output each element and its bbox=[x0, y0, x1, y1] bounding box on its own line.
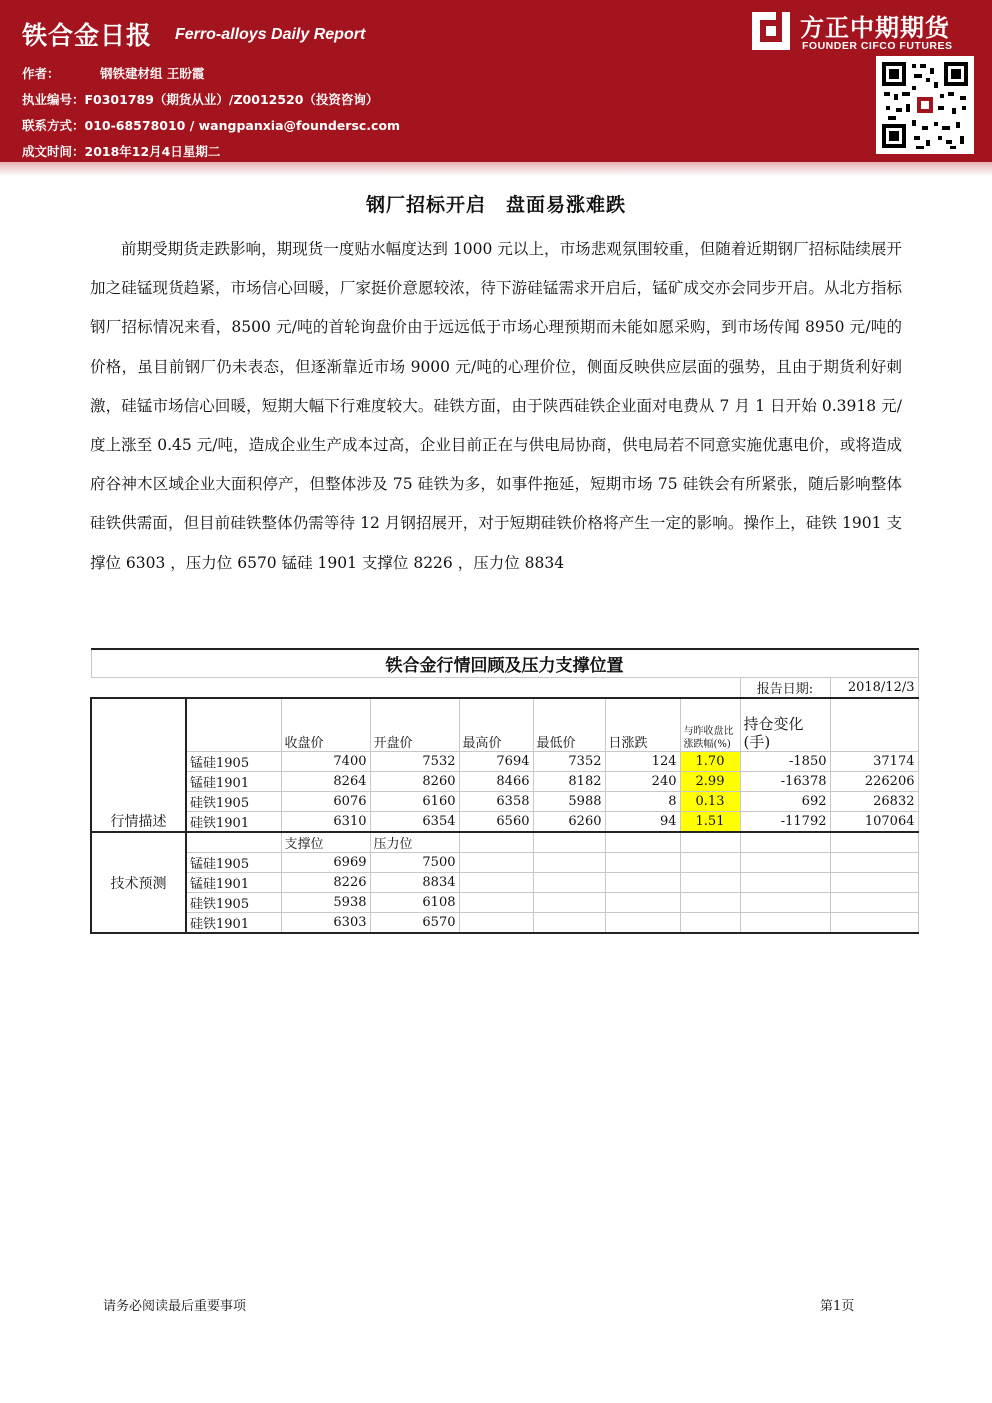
report-header bbox=[0, 0, 992, 162]
table-row: 锰硅1905 6969 7500 bbox=[91, 853, 918, 873]
table-caption: 铁合金行情回顾及压力支撑位置 bbox=[91, 649, 918, 678]
table-row: 锰硅1901 8264 8260 8466 8182 240 2.99 -16378 226206 bbox=[91, 772, 918, 792]
pct-highlight: 1.51 bbox=[680, 812, 740, 833]
document-title: 钢厂招标开启 盘面易涨难跌 bbox=[365, 194, 626, 216]
logo-text-cn: 方正中期期货 bbox=[800, 14, 950, 42]
analysis-paragraph: 前期受期货走跌影响，期现货一度贴水幅度达到 1000 元以上，市场悲观氛围较重，但随着近期钢厂招标陆续展开加之硅锰现货趋紧，市场信心回暖，厂家挺价意愿较浓，待下游硅锰需求开启后，锰矿成交亦会同步开启。从北方指标钢厂招标情况来看，8500 元/吨的首轮询盘价由于远远低于市场心理预期而未能如愿采购，到市场传闻 8950 元/吨的价格，虽目前钢厂仍未表态，但逐渐靠近市场 9000 元/吨的心理价位，侧面反映供应层面的强势，且由于期货利好刺激，硅锰市场信心回暖，短期大幅下行难度较大。硅铁方面，由于陕西硅铁企业面对电费从 7 月 1 日开始 0.3918 元/度上涨至 0.45 元/吨，造成企业生产成本过高，企业目前正在与供电局协商，供电局若不同意实施优惠电价，或将造成府谷神木区域企业大面积停产，但整体涉及 75 硅铁为多，如事件拖延，短期市场 75 硅铁会有所紧张，随后影响整体硅铁供需面，但目前硅铁整体仍需等待 12 月钢招展开，对于短期硅铁价格将产生一定的影响。操作上，硅铁 1901 支撑位 6303 ，压力位 6570 锰硅 1901 支撑位 8226 ，压力位 8834 bbox=[90, 240, 902, 572]
company-logo bbox=[752, 8, 982, 54]
date-line: 成文时间：2018年12月4日星期二 bbox=[22, 144, 221, 159]
pct-highlight: 0.13 bbox=[680, 792, 740, 812]
header-pct: 与昨收盘比涨跌幅(%) bbox=[680, 698, 740, 752]
table-row: 硅铁1905 5938 6108 bbox=[91, 893, 918, 913]
license-line: 执业编号：F0301789（期货从业）/Z0012520（投资咨询） bbox=[22, 92, 379, 107]
qr-code-icon bbox=[876, 56, 974, 154]
header-oi: 持仓变化(手) bbox=[740, 698, 830, 752]
header-open: 开盘价 bbox=[370, 698, 459, 752]
logo-mark-icon bbox=[752, 12, 790, 50]
author-line bbox=[22, 64, 204, 82]
market-group-label: 行情描述 bbox=[91, 698, 186, 832]
author-value: 钢铁建材组 王盼霞 bbox=[100, 66, 205, 81]
table-row: 硅铁1901 6310 6354 6560 6260 94 1.51 -11792 107064 bbox=[91, 812, 918, 833]
report-title-en: Ferro-alloys Daily Report bbox=[175, 26, 366, 43]
contact-line: 联系方式：010-68578010 / wangpanxia@foundersc.com bbox=[22, 118, 401, 133]
logo-text-en: FOUNDER CIFCO FUTURES bbox=[802, 40, 953, 52]
header-high: 最高价 bbox=[459, 698, 533, 752]
table-row: 锰硅1901 8226 8834 bbox=[91, 873, 918, 893]
tech-group-label: 技术预测 bbox=[91, 832, 186, 933]
header-divider bbox=[0, 162, 992, 176]
pct-highlight: 2.99 bbox=[680, 772, 740, 792]
table-row: 硅铁1905 6076 6160 6358 5988 8 0.13 692 26832 bbox=[91, 792, 918, 812]
page-number: 第1页 bbox=[820, 1299, 855, 1314]
table-row: 锰硅1905 7400 7532 7694 7352 124 1.70 -1850 37174 bbox=[91, 752, 918, 772]
report-date: 2018/12/3 bbox=[830, 678, 918, 699]
header-change: 日涨跌 bbox=[605, 698, 680, 752]
pct-highlight: 1.70 bbox=[680, 752, 740, 772]
header-support: 支撑位 bbox=[281, 832, 370, 853]
header-resistance: 压力位 bbox=[370, 832, 459, 853]
report-title-cn: 铁合金日报 bbox=[22, 21, 153, 50]
header-close: 收盘价 bbox=[281, 698, 370, 752]
market-table bbox=[90, 648, 917, 932]
report-date-label: 报告日期: bbox=[740, 678, 830, 699]
table-row: 硅铁1901 6303 6570 bbox=[91, 913, 918, 934]
header-low: 最低价 bbox=[533, 698, 605, 752]
author-label: 作者： bbox=[22, 66, 60, 81]
footer-notice: 请务必阅读最后重要事项 bbox=[103, 1299, 247, 1314]
